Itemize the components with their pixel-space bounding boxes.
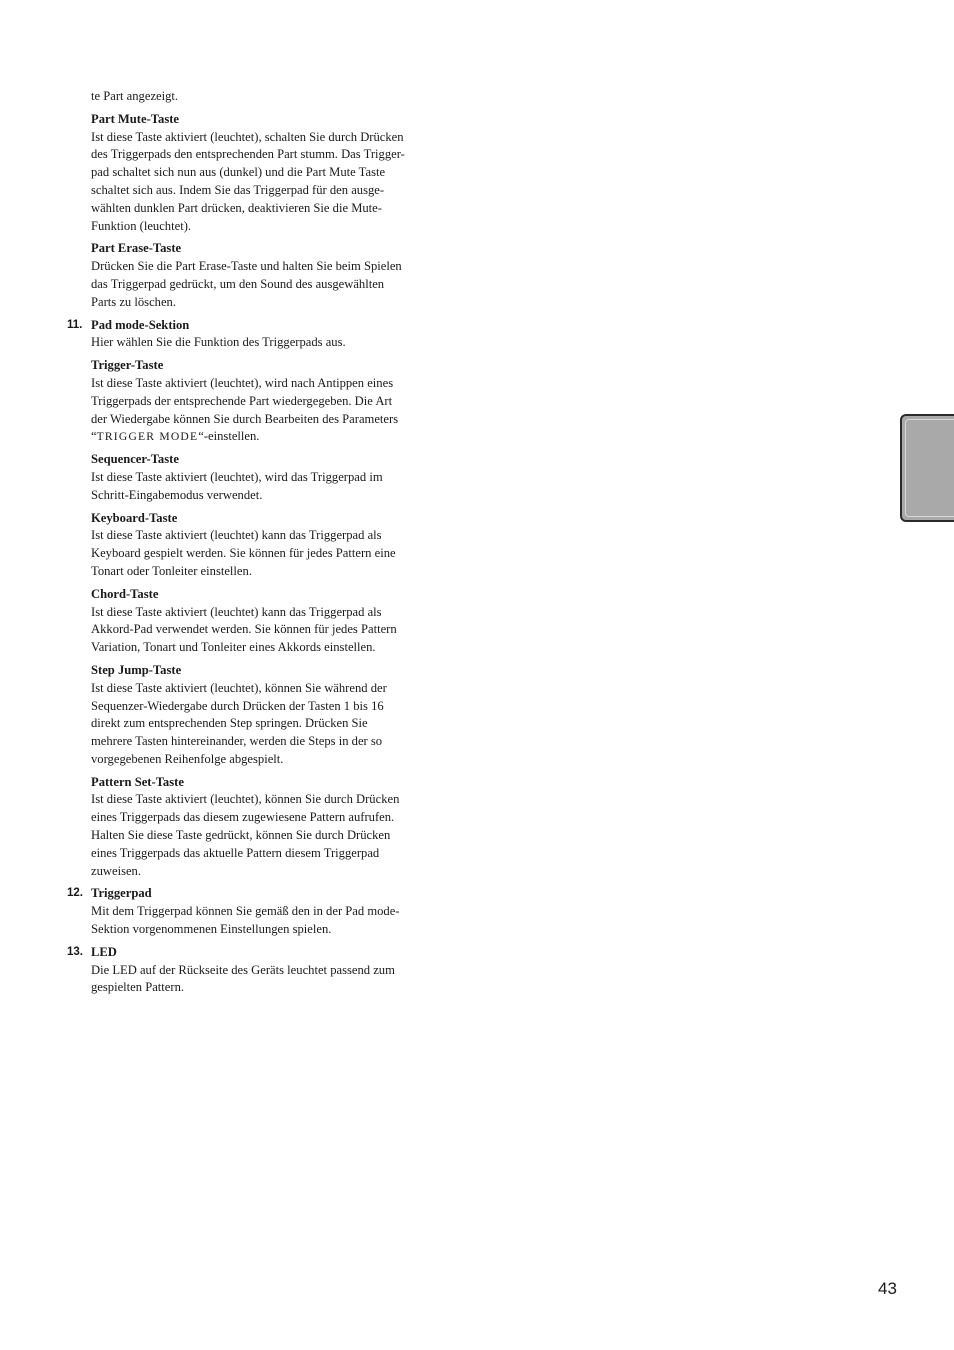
step-jump-line: Sequenzer-Wiedergabe durch Drücken der Tasten 1 bis 16 <box>91 698 384 713</box>
trigger-line: der Wiedergabe können Sie durch Bearbeiten des Parameters <box>91 411 399 426</box>
section-12-number: 12. <box>67 887 83 900</box>
section-13-number: 13. <box>67 945 83 958</box>
part-erase-line: Parts zu löschen. <box>91 294 176 309</box>
part-erase-line: das Triggerpad gedrückt, um den Sound des ausgewählten <box>91 276 385 291</box>
part-mute-line: Ist diese Taste aktiviert (leuchtet), schalten Sie durch Drücken <box>91 129 404 144</box>
section-11-number: 11. <box>67 318 83 331</box>
sequencer-title: Sequencer-Taste <box>91 452 179 467</box>
trigger-line: Ist diese Taste aktiviert (leuchtet), wird nach Antippen eines <box>91 375 394 390</box>
pattern-set-line: eines Triggerpads das diesem zugewiesene Pattern aufrufen. <box>91 810 395 825</box>
trigger-title: Trigger-Taste <box>91 358 164 373</box>
keyboard-line: Keyboard gespielt werden. Sie können für jedes Pattern eine <box>91 546 396 561</box>
section-12-title: Triggerpad <box>91 886 152 901</box>
pattern-set-line: zuweisen. <box>91 863 142 878</box>
part-erase-line: Drücken Sie die Part Erase-Taste und halten Sie beim Spielen <box>91 259 402 274</box>
step-jump-line: mehrere Tasten hintereinander, werden die Steps in der so <box>91 734 383 749</box>
section-13-line: Die LED auf der Rückseite des Geräts leuchtet passend zum <box>91 962 395 977</box>
step-jump-line: vorgegebenen Reihenfolge abgespielt. <box>91 751 284 766</box>
step-jump-title: Step Jump-Taste <box>91 662 182 677</box>
pattern-set-line: Ist diese Taste aktiviert (leuchtet), können Sie durch Drücken <box>91 792 400 807</box>
chord-block <box>91 586 453 657</box>
part-mute-title: Part Mute-Taste <box>91 111 180 126</box>
pattern-set-line: eines Triggerpads das aktuelle Pattern diesem Triggerpad <box>91 845 380 860</box>
page-number: 43 <box>878 1279 897 1298</box>
sequencer-line: Ist diese Taste aktiviert (leuchtet), wird das Triggerpad im <box>91 469 383 484</box>
step-jump-block <box>91 662 453 769</box>
section-11 <box>67 317 453 353</box>
keyboard-title: Keyboard-Taste <box>91 510 178 525</box>
part-mute-block <box>91 111 453 236</box>
part-mute-line: des Triggerpads den entsprechenden Part stumm. Das Trigger- <box>91 147 405 162</box>
manual-content <box>67 88 453 997</box>
part-mute-line: wählten dunklen Part drücken, deaktivieren Sie die Mute- <box>91 200 382 215</box>
part-erase-title: Part Erase-Taste <box>91 241 182 256</box>
step-jump-line: Ist diese Taste aktiviert (leuchtet), können Sie während der <box>91 680 387 695</box>
chapter-thumb-tab <box>900 414 954 522</box>
trigger-open-quote: “ <box>91 429 97 444</box>
intro-fragment: te Part angezeigt. <box>91 89 179 103</box>
part-mute-line: pad schaltet sich nun aus (dunkel) und die Part Mute Taste <box>91 165 386 180</box>
section-13-title: LED <box>91 944 117 959</box>
section-11-title: Pad mode-Sektion <box>91 317 190 332</box>
section-12-line: Sektion vorgenommenen Einstellungen spielen. <box>91 922 332 937</box>
step-jump-line: direkt zum entsprechenden Step springen. Drücken Sie <box>91 716 368 731</box>
chord-title: Chord-Taste <box>91 586 159 601</box>
section-13 <box>67 944 453 997</box>
trigger-line-end: “-einstellen. <box>198 429 260 444</box>
trigger-block <box>91 357 453 446</box>
part-mute-line: schaltet sich aus. Indem Sie das Triggerpad für den ausge- <box>91 182 385 197</box>
section-13-line: gespielten Pattern. <box>91 980 185 995</box>
trigger-mode-parameter: TRIGGER MODE <box>96 430 199 444</box>
keyboard-block <box>91 510 453 581</box>
keyboard-line: Tonart oder Tonleiter einstellen. <box>91 563 252 578</box>
chord-line: Variation, Tonart und Tonleiter eines Akkords einstellen. <box>91 640 376 655</box>
pattern-set-title: Pattern Set-Taste <box>91 774 184 789</box>
chord-line: Ist diese Taste aktiviert (leuchtet) kann das Triggerpad als <box>91 604 382 619</box>
section-12-line: Mit dem Triggerpad können Sie gemäß den in der Pad mode- <box>91 904 400 919</box>
section-12 <box>67 885 453 938</box>
trigger-line: Triggerpads der entsprechende Part wiedergegeben. Die Art <box>91 393 393 408</box>
keyboard-line: Ist diese Taste aktiviert (leuchtet) kann das Triggerpad als <box>91 528 382 543</box>
pattern-set-block <box>91 774 453 881</box>
trigger-line <box>91 428 453 446</box>
section-11-text: Hier wählen Sie die Funktion des Triggerpads aus. <box>91 335 346 350</box>
part-erase-block <box>91 240 453 311</box>
sequencer-line: Schritt-Eingabemodus verwendet. <box>91 487 263 502</box>
sequencer-block <box>91 451 453 504</box>
chapter-thumb-tab-inner <box>905 419 954 517</box>
chord-line: Akkord-Pad verwendet werden. Sie können für jedes Pattern <box>91 622 397 637</box>
pattern-set-line: Halten Sie diese Taste gedrückt, können Sie durch Drücken <box>91 828 391 843</box>
part-mute-line: Funktion (leuchtet). <box>91 218 192 233</box>
